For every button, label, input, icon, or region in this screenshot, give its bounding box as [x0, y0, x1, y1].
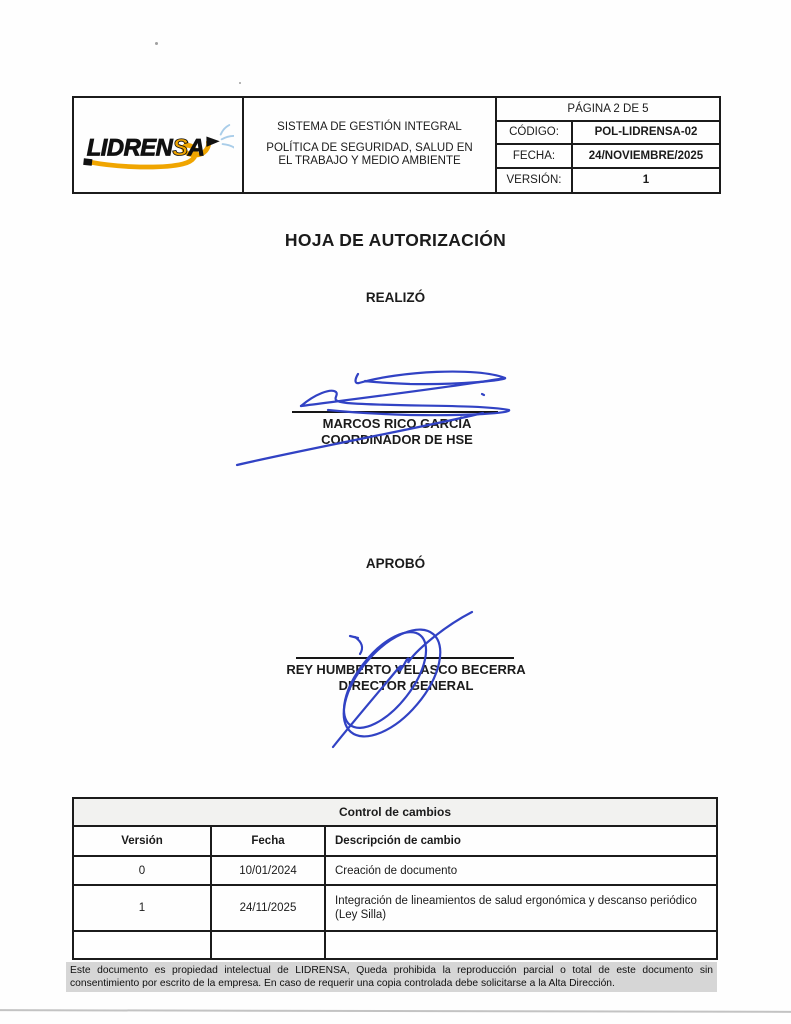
scan-edge-line [0, 1009, 791, 1013]
confidentiality-notice: Este documento es propiedad intelectual de LIDRENSA, Queda prohibida la reproducción parcial o total de este documento sin consentimiento por escrito de la empresa. En caso de requerir una copia controlada debe solicitarse a la Alta Dirección. [66, 962, 717, 992]
change-table-title: Control de cambios [74, 799, 716, 827]
signature-ink-realizo [225, 352, 585, 477]
water-spray-icon [221, 125, 234, 150]
change-table-header-row [74, 827, 716, 857]
logo-text-part2: S [172, 134, 188, 162]
signatory-role-aprobo: DIRECTOR GENERAL [338, 677, 474, 693]
cell-date [212, 932, 326, 958]
company-logo [74, 98, 244, 192]
signatory-role-realizo: COORDINADOR DE HSE [321, 431, 473, 447]
cell-date: 24/11/2025 [212, 886, 326, 930]
cell-version: 1 [74, 886, 212, 930]
cell-version: 0 [74, 857, 212, 884]
cell-date: 10/01/2024 [212, 857, 326, 884]
scan-speck [239, 82, 241, 84]
page-title: HOJA DE AUTORIZACIÓN [284, 230, 507, 250]
signature-line-aprobo [296, 657, 514, 659]
logo-text-part3: A [187, 134, 205, 162]
svg-text:LIDRENSA [87, 134, 205, 161]
cell-description: Integración de lineamientos de salud ergonómica y descanso periódico (Ley Silla) [335, 895, 697, 921]
cell-description: Creación de documento [335, 864, 458, 877]
scan-speck [155, 42, 158, 45]
lidrensa-logo-icon [82, 114, 234, 176]
header-title-cell [244, 98, 497, 192]
meta-row-code [497, 122, 719, 146]
table-row [74, 857, 716, 886]
policy-title [266, 142, 472, 169]
policy-title-line2: EL TRABAJO Y MEDIO AMBIENTE [278, 155, 461, 168]
policy-title-line1: POLÍTICA DE SEGURIDAD, SALUD EN [266, 141, 473, 154]
section-heading-aprobo: APROBÓ [365, 556, 426, 571]
date-value: 24/NOVIEMBRE/2025 [588, 149, 704, 162]
cell-version [74, 932, 212, 958]
page-number: PÁGINA 2 DE 5 [497, 98, 719, 122]
cell-description [326, 932, 716, 958]
signatory-realizo [277, 416, 517, 447]
version-label: VERSIÓN: [497, 169, 573, 193]
version-value: 1 [642, 174, 650, 187]
column-header-version: Versión [74, 827, 212, 855]
meta-row-version [497, 169, 719, 193]
table-row-empty [74, 932, 716, 958]
section-heading-realizo: REALIZÓ [365, 290, 426, 305]
column-header-date: Fecha [212, 827, 326, 855]
header-meta-cell [497, 98, 719, 192]
table-row [74, 886, 716, 932]
signature-line-realizo [292, 411, 498, 413]
change-control-table [72, 797, 718, 960]
system-title: SISTEMA DE GESTIÓN INTEGRAL [277, 121, 462, 134]
logo-text-part1: LIDREN [86, 134, 173, 162]
date-label: FECHA: [497, 145, 573, 167]
column-header-description: Descripción de cambio [335, 835, 461, 847]
meta-row-date [497, 145, 719, 169]
code-label: CÓDIGO: [497, 122, 573, 144]
signatory-aprobo [286, 662, 526, 693]
document-header-table [72, 96, 721, 194]
signatory-name-aprobo: REY HUMBERTO VELASCO BECERRA [286, 662, 526, 677]
code-value: POL-LIDRENSA-02 [594, 126, 698, 139]
signatory-name-realizo: MARCOS RICO GARCÍA [322, 416, 472, 431]
